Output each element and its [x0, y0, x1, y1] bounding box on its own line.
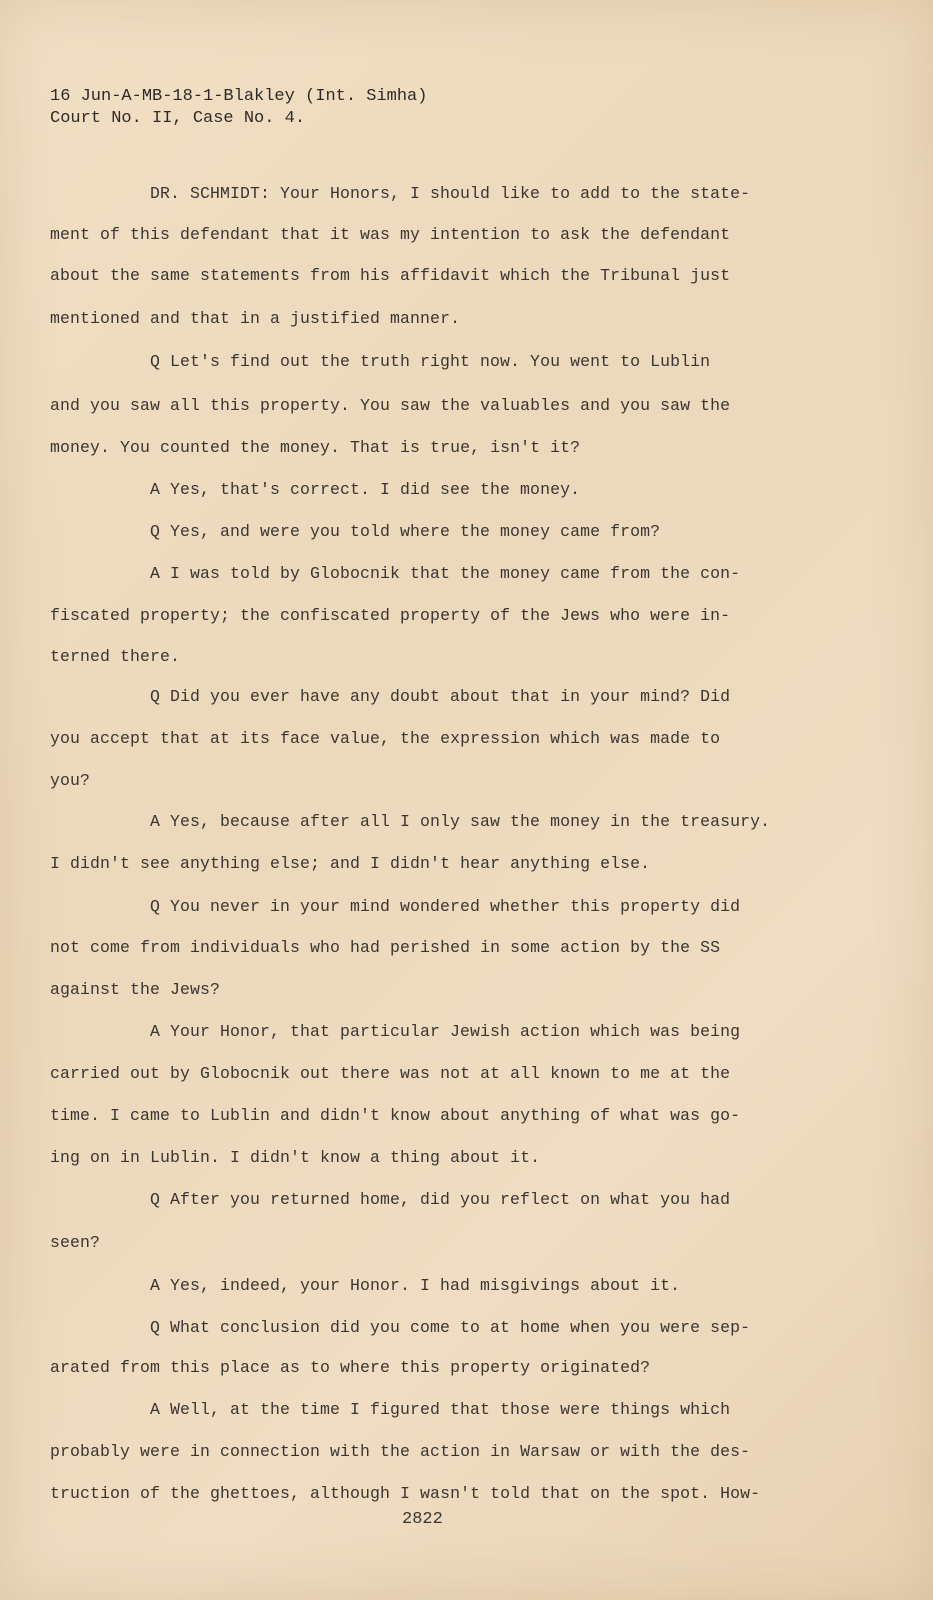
text-line: A Yes, indeed, your Honor. I had misgivings about it.: [150, 1276, 681, 1295]
text-line: A Yes, that's correct. I did see the money.: [150, 480, 581, 499]
text-line: probably were in connection with the action in Warsaw or with the des-: [50, 1442, 751, 1461]
text-line: A Yes, because after all I only saw the money in the treasury.: [150, 812, 771, 831]
text-line: Q Did you ever have any doubt about that in your mind? Did: [150, 687, 731, 706]
text-line: fiscated property; the confiscated property of the Jews who were in-: [50, 606, 731, 625]
text-line: not come from individuals who had perished in some action by the SS: [50, 938, 721, 957]
text-line: Q Let's find out the truth right now. You went to Lublin: [150, 352, 711, 371]
text-line: about the same statements from his affidavit which the Tribunal just: [50, 266, 731, 285]
text-line: against the Jews?: [50, 980, 221, 999]
text-line: mentioned and that in a justified manner.: [50, 309, 461, 328]
text-line: arated from this place as to where this property originated?: [50, 1358, 651, 1377]
text-line: seen?: [50, 1233, 101, 1252]
text-line: Q Yes, and were you told where the money came from?: [150, 522, 661, 541]
text-line: Q What conclusion did you come to at home when you were sep-: [150, 1318, 751, 1337]
text-line: and you saw all this property. You saw the valuables and you saw the: [50, 396, 731, 415]
header-line-1: 16 Jun-A-MB-18-1-Blakley (Int. Simha): [50, 87, 428, 106]
text-line: DR. SCHMIDT: Your Honors, I should like to add to the state-: [150, 184, 751, 203]
text-line: terned there.: [50, 647, 181, 666]
text-line: time. I came to Lublin and didn't know about anything of what was go-: [50, 1106, 741, 1125]
document-header: [50, 86, 427, 130]
text-line: I didn't see anything else; and I didn't hear anything else.: [50, 854, 651, 873]
text-line: money. You counted the money. That is true, isn't it?: [50, 438, 581, 457]
text-line: you accept that at its face value, the expression which was made to: [50, 729, 721, 748]
text-line: carried out by Globocnik out there was not at all known to me at the: [50, 1064, 731, 1083]
page-number: 2822: [402, 1510, 443, 1529]
text-line: truction of the ghettoes, although I wasn't told that on the spot. How-: [50, 1484, 761, 1503]
text-line: you?: [50, 771, 91, 790]
text-line: ing on in Lublin. I didn't know a thing about it.: [50, 1148, 541, 1167]
text-line: A Well, at the time I figured that those were things which: [150, 1400, 731, 1419]
text-line: A I was told by Globocnik that the money came from the con-: [150, 564, 741, 583]
text-line: Q You never in your mind wondered whether this property did: [150, 897, 741, 916]
text-line: A Your Honor, that particular Jewish action which was being: [150, 1022, 741, 1041]
text-line: ment of this defendant that it was my intention to ask the defendant: [50, 225, 731, 244]
text-line: Q After you returned home, did you reflect on what you had: [150, 1190, 731, 1209]
header-line-2: Court No. II, Case No. 4.: [50, 109, 306, 128]
